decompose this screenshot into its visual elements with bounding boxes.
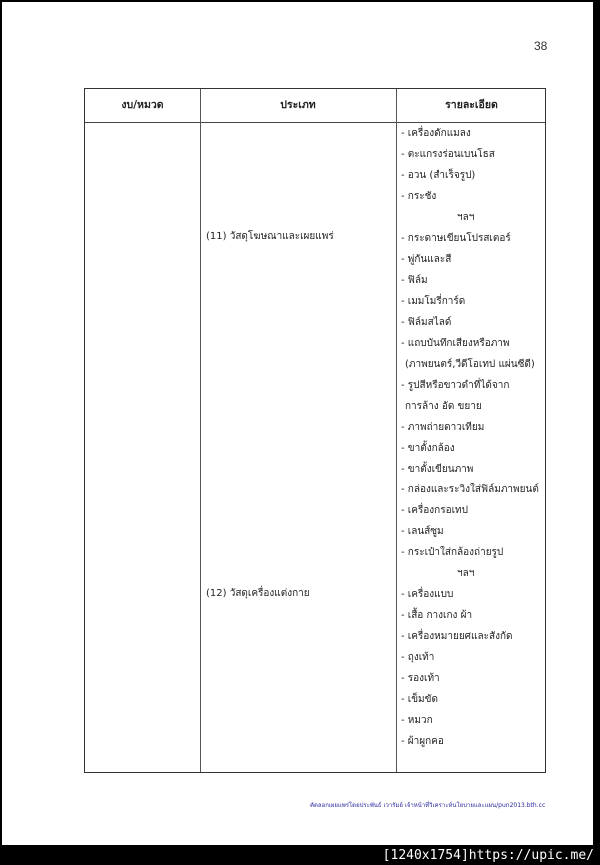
- header-type: ประเภท: [280, 99, 316, 111]
- list-item: - รูปสีหรือขาวดำที่ได้จาก: [401, 379, 510, 391]
- list-item: - หมวก: [401, 715, 433, 727]
- list-item: - เครื่องดักแมลง: [401, 128, 471, 139]
- list-item: - ตะแกรงร่อนเบนโธส: [401, 148, 495, 160]
- budget-table: [84, 88, 546, 773]
- header-details: รายละเอียด: [445, 99, 498, 111]
- header-budget-category: งบ/หมวด: [121, 99, 164, 111]
- list-item: - กระเป๋าใส่กล้องถ่ายรูป: [401, 547, 504, 559]
- footer-attribution: คัดลอกเผยแพร่โดยประพันธ์ เวารัมย์ เจ้าหน้าที่วิเคราะห์นโยบายและแผน/pun2013.bth.cc: [310, 802, 546, 809]
- list-item: - แถบบันทึกเสียงหรือภาพ: [401, 337, 510, 349]
- list-item: - กล่องและระวิงใส่ฟิล์มภาพยนต์: [401, 484, 539, 496]
- list-item: - ขาตั้งกล้อง: [401, 442, 455, 454]
- list-item: - ขาตั้งเขียนภาพ: [401, 463, 474, 475]
- list-item: - ถุงเท้า: [401, 652, 435, 664]
- list-item-continuation: (ภาพยนตร์,วีดีโอเทป แผ่นซีดี): [405, 358, 535, 370]
- details-list: [401, 124, 547, 753]
- list-item: - ฟิล์ม: [401, 274, 428, 286]
- list-etc: ฯลฯ: [457, 211, 475, 223]
- list-item: - ผ้าผูกคอ: [401, 736, 444, 748]
- list-item: - พู่กันและสี: [401, 253, 452, 265]
- category-clothing-materials: (12) วัสดุเครื่องแต่งกาย: [206, 588, 310, 599]
- list-item: - กระชัง: [401, 190, 437, 202]
- list-item: - เครื่องแบบ: [401, 589, 454, 601]
- column-divider: [200, 89, 201, 772]
- column-divider: [396, 89, 397, 772]
- list-item: - รองเท้า: [401, 673, 440, 685]
- list-item: - ภาพถ่ายดาวเทียม: [401, 421, 485, 433]
- table-header-row: [85, 89, 545, 123]
- document-page: [2, 2, 593, 845]
- list-item-continuation: การล้าง อัด ขยาย: [405, 400, 482, 412]
- list-item: - เครื่องหมายยศและสังกัด: [401, 631, 513, 643]
- list-item: - ฟิล์มสไลด์: [401, 316, 452, 328]
- list-item: - เข็มขัด: [401, 694, 438, 706]
- list-item: - เสื้อ กางเกง ผ้า: [401, 610, 473, 622]
- list-item: - อวน (สำเร็จรูป): [401, 169, 476, 181]
- image-host-watermark: [1240x1754]https://upic.me/: [382, 848, 594, 863]
- list-item: - เลนส์ซูม: [401, 526, 444, 538]
- list-item: - เมมโมรี่การ์ด: [401, 295, 466, 307]
- list-etc: ฯลฯ: [457, 568, 475, 580]
- list-item: - กระดาษเขียนโปรสเตอร์: [401, 232, 511, 244]
- page-number: 38: [534, 39, 548, 53]
- list-item: - เครื่องกรอเทป: [401, 505, 468, 517]
- category-advertising-materials: (11) วัสดุโฆษณาและเผยแพร่: [206, 231, 334, 242]
